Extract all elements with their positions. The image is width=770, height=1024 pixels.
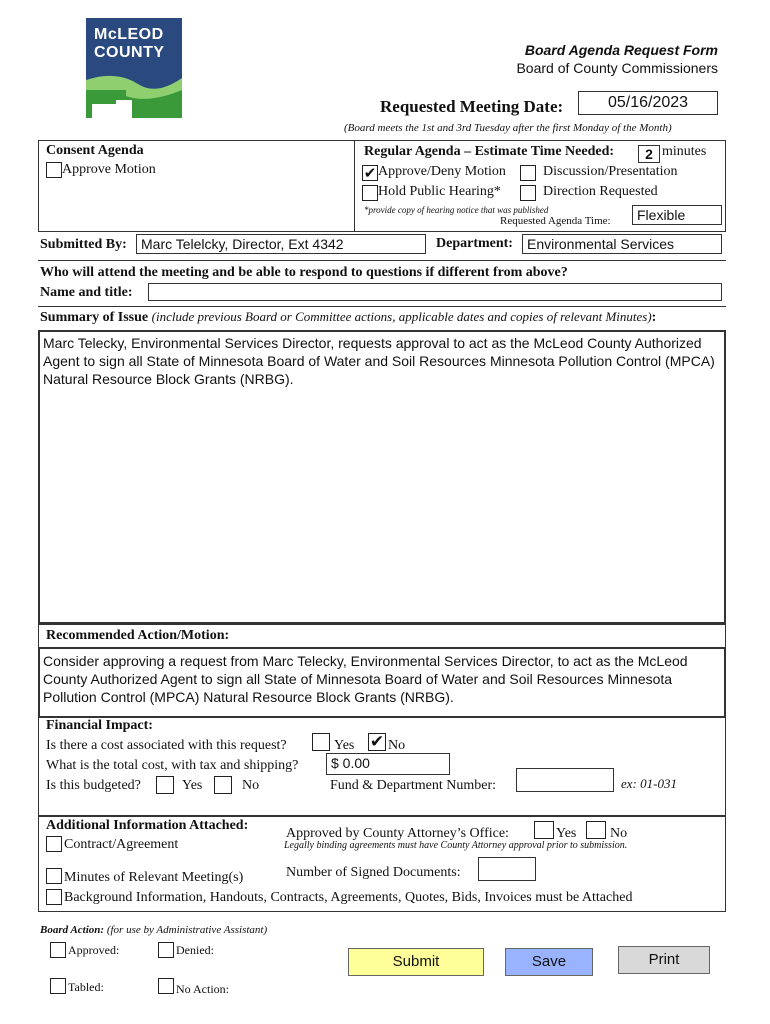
- summary-colon: :: [651, 310, 657, 325]
- tabled-checkbox[interactable]: [50, 978, 66, 994]
- no-action-checkbox[interactable]: [158, 978, 174, 994]
- cost-yes-label: Yes: [334, 738, 355, 753]
- denied-checkbox[interactable]: [158, 942, 174, 958]
- attorney-no-label: No: [610, 826, 628, 841]
- signed-docs-field[interactable]: [478, 857, 536, 881]
- discussion-label: Discussion/Presentation: [543, 164, 678, 179]
- hold-hearing-label: Hold Public Hearing*: [378, 184, 501, 199]
- agenda-time-label: Requested Agenda Time:: [500, 215, 611, 227]
- budgeted-question: Is this budgeted?: [46, 778, 141, 793]
- attorney-label: Approved by County Attorney’s Office:: [286, 826, 509, 841]
- contract-checkbox[interactable]: [46, 836, 62, 852]
- signed-docs-label: Number of Signed Documents:: [286, 865, 461, 880]
- hold-hearing-checkbox[interactable]: [362, 185, 378, 201]
- summary-top-rule: [38, 306, 726, 307]
- financial-title: Financial Impact:: [46, 718, 153, 733]
- name-title-field[interactable]: [148, 283, 722, 301]
- budgeted-yes-label: Yes: [182, 778, 203, 793]
- attend-question: Who will attend the meeting and be able to respond to questions if different from above?: [40, 265, 568, 280]
- form-title: Board Agenda Request Form: [524, 42, 718, 58]
- minutes-label: Minutes of Relevant Meeting(s): [64, 870, 244, 885]
- budgeted-no-checkbox[interactable]: [214, 776, 232, 794]
- fund-example: ex: 01-031: [621, 776, 677, 791]
- budgeted-yes-checkbox[interactable]: [156, 776, 174, 794]
- submitted-by-field[interactable]: Marc Telelcky, Director, Ext 4342: [136, 234, 426, 254]
- agenda-divider: [354, 140, 355, 232]
- regular-agenda-title: Regular Agenda – Estimate Time Needed:: [364, 144, 615, 159]
- cost-yes-checkbox[interactable]: [312, 733, 330, 751]
- consent-approve-checkbox[interactable]: [46, 162, 62, 178]
- summary-header: [40, 309, 656, 326]
- cost-no-label: No: [388, 738, 406, 753]
- recommended-label: Recommended Action/Motion:: [46, 628, 230, 643]
- time-needed-field[interactable]: 2: [638, 145, 660, 163]
- attorney-yes-label: Yes: [556, 826, 577, 841]
- summary-hint: (include previous Board or Committee actions, applicable dates and copies of relevant Minutes): [151, 309, 652, 324]
- minutes-label: minutes: [662, 144, 707, 159]
- attend-top-rule: [38, 260, 726, 261]
- total-cost-field[interactable]: $ 0.00: [326, 753, 450, 775]
- approved-checkbox[interactable]: [50, 942, 66, 958]
- recommended-textarea[interactable]: Consider approving a request from Marc Telecky, Environmental Services Director, to act as the McLeod County Authorized Agent to sign all State of Minnesota Board of Water and Soil Resources Minnesota Pollution Control (MPCA) Natural Resource Block Grants (NRBG).: [38, 647, 726, 718]
- department-field[interactable]: Environmental Services: [522, 234, 722, 254]
- background-checkbox[interactable]: [46, 889, 62, 905]
- board-action-header: [40, 924, 267, 936]
- attorney-note: Legally binding agreements must have County Attorney approval prior to submission.: [284, 840, 628, 851]
- approved-label: Approved:: [68, 943, 120, 957]
- board-action-label: Board Action:: [40, 924, 105, 936]
- tabled-label: Tabled:: [68, 980, 104, 994]
- board-action-hint: (for use by Administrative Assistant): [106, 924, 268, 936]
- print-button[interactable]: Print: [618, 946, 710, 974]
- meeting-note: (Board meets the 1st and 3rd Tuesday after the first Monday of the Month): [344, 122, 672, 134]
- summary-label: Summary of Issue: [40, 310, 149, 325]
- contract-label: Contract/Agreement: [64, 837, 179, 852]
- summary-textarea[interactable]: Marc Telecky, Environmental Services Director, requests approval to act as the McLeod County Authorized Agent to sign all State of Minnesota Board of Water and Soil Resources Minnesota Pollution Control (MPCA) Natural Resource Block Grants (NRBG).: [38, 330, 726, 624]
- direction-checkbox[interactable]: [520, 185, 536, 201]
- cost-question: Is there a cost associated with this request?: [46, 738, 287, 753]
- hearing-note: *provide copy of hearing notice that was published: [364, 205, 549, 215]
- approve-deny-label: Approve/Deny Motion: [378, 164, 506, 179]
- denied-label: Denied:: [176, 943, 214, 957]
- submit-button[interactable]: Submit: [348, 948, 484, 976]
- form-subtitle: Board of County Commissioners: [516, 60, 718, 76]
- fund-number-field[interactable]: [516, 768, 614, 792]
- logo-text-mcleod: McLEOD: [94, 26, 164, 43]
- meeting-date-field[interactable]: 05/16/2023: [578, 91, 718, 115]
- direction-label: Direction Requested: [543, 184, 658, 199]
- county-logo: [86, 18, 182, 118]
- fund-label: Fund & Department Number:: [330, 778, 497, 793]
- meeting-date-label: Requested Meeting Date:: [380, 97, 564, 116]
- minutes-checkbox[interactable]: [46, 868, 62, 884]
- cost-no-checkbox[interactable]: ✔: [369, 732, 385, 752]
- additional-title: Additional Information Attached:: [46, 818, 249, 833]
- department-label: Department:: [436, 236, 513, 251]
- logo-text-county: COUNTY: [94, 44, 165, 61]
- agenda-time-field[interactable]: Flexible: [632, 205, 722, 225]
- total-cost-question: What is the total cost, with tax and shipping?: [46, 758, 299, 773]
- attorney-yes-checkbox[interactable]: [534, 821, 554, 839]
- background-label: Background Information, Handouts, Contracts, Agreements, Quotes, Bids, Invoices must be Attached: [64, 890, 633, 905]
- consent-agenda-title: Consent Agenda: [46, 143, 144, 158]
- discussion-checkbox[interactable]: [520, 165, 536, 181]
- consent-approve-label: Approve Motion: [62, 162, 156, 177]
- no-action-label: No Action:: [176, 982, 229, 996]
- attorney-no-checkbox[interactable]: [586, 821, 606, 839]
- approve-deny-checkbox[interactable]: ✔: [363, 164, 377, 182]
- budgeted-no-label: No: [242, 778, 260, 793]
- name-title-label: Name and title:: [40, 285, 133, 300]
- submitted-by-label: Submitted By:: [40, 237, 127, 252]
- save-button[interactable]: Save: [505, 948, 593, 976]
